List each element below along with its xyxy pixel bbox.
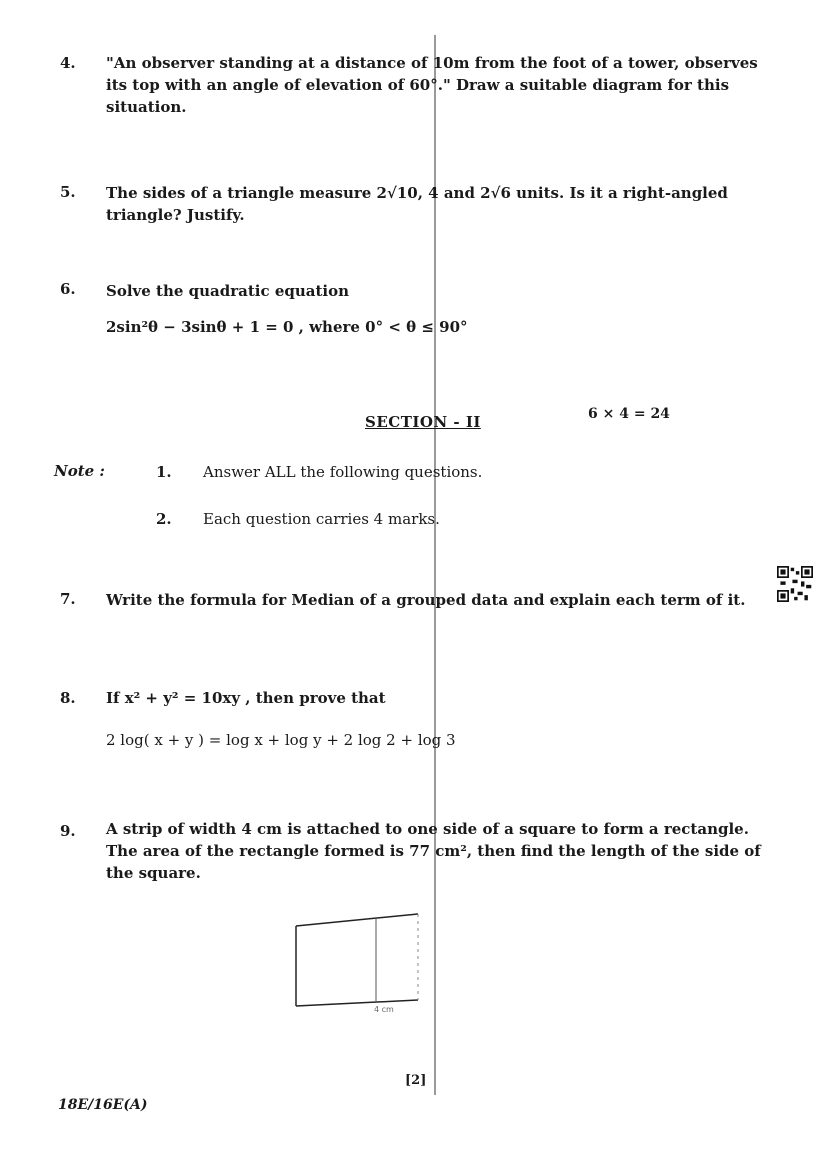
- question-9-line-2: The area of the rectangle formed is 77 cm², then find the length of the side of: [106, 842, 761, 860]
- question-5-number: 5.: [60, 183, 76, 201]
- qr-code-icon: [777, 566, 813, 602]
- section-marks: 6 × 4 = 24: [588, 406, 670, 422]
- note-item-1-number: 1.: [156, 463, 172, 481]
- question-4-line-3: situation.: [106, 98, 187, 116]
- question-9-line-3: the square.: [106, 864, 201, 882]
- note-item-2-number: 2.: [156, 510, 172, 528]
- diagram-strip-label: 4 cm: [374, 1005, 394, 1014]
- question-8-line-1: If x² + y² = 10xy , then prove that: [106, 689, 386, 707]
- question-5-line-1: The sides of a triangle measure 2√10, 4 and 2√6 units. Is it a right-angled: [106, 184, 728, 202]
- question-9-line-1: A strip of width 4 cm is attached to one side of a square to form a rectangle.: [106, 820, 749, 838]
- question-6-number: 6.: [60, 280, 76, 298]
- question-5-text: [106, 182, 761, 226]
- question-4-number: 4.: [60, 54, 76, 72]
- note-item-2-text: Each question carries 4 marks.: [203, 510, 440, 528]
- question-9-text: [106, 818, 761, 884]
- question-9-number: 9.: [60, 822, 76, 840]
- paper-code: 18E/16E(A): [58, 1097, 148, 1113]
- question-4-text: [106, 52, 761, 118]
- section-title: SECTION - II: [365, 413, 481, 431]
- question-7-number: 7.: [60, 590, 76, 608]
- question-7-line-1: Write the formula for Median of a grouped data and explain each term of it.: [106, 591, 746, 609]
- question-8-equation: 2 log( x + y ) = log x + log y + 2 log 2 + log 3: [106, 731, 456, 749]
- question-4-line-2: its top with an angle of elevation of 60°." Draw a suitable diagram for this: [106, 76, 730, 94]
- question-6-text: [106, 280, 761, 338]
- square-strip-diagram: [290, 910, 430, 1015]
- question-6-equation: 2sin²θ − 3sinθ + 1 = 0 , where 0° < θ ≤ 90°: [106, 318, 468, 336]
- note-item-1-text: Answer ALL the following questions.: [203, 463, 483, 481]
- question-6-line-1: Solve the quadratic equation: [106, 282, 350, 300]
- question-8-text: [106, 687, 761, 751]
- question-7-text: [106, 589, 761, 611]
- question-4-line-1: "An observer standing at a distance of 10m from the foot of a tower, observes: [106, 54, 758, 72]
- note-label: Note :: [54, 462, 105, 480]
- question-5-line-2: triangle? Justify.: [106, 206, 245, 224]
- question-8-number: 8.: [60, 689, 76, 707]
- page-number: [2]: [405, 1073, 427, 1088]
